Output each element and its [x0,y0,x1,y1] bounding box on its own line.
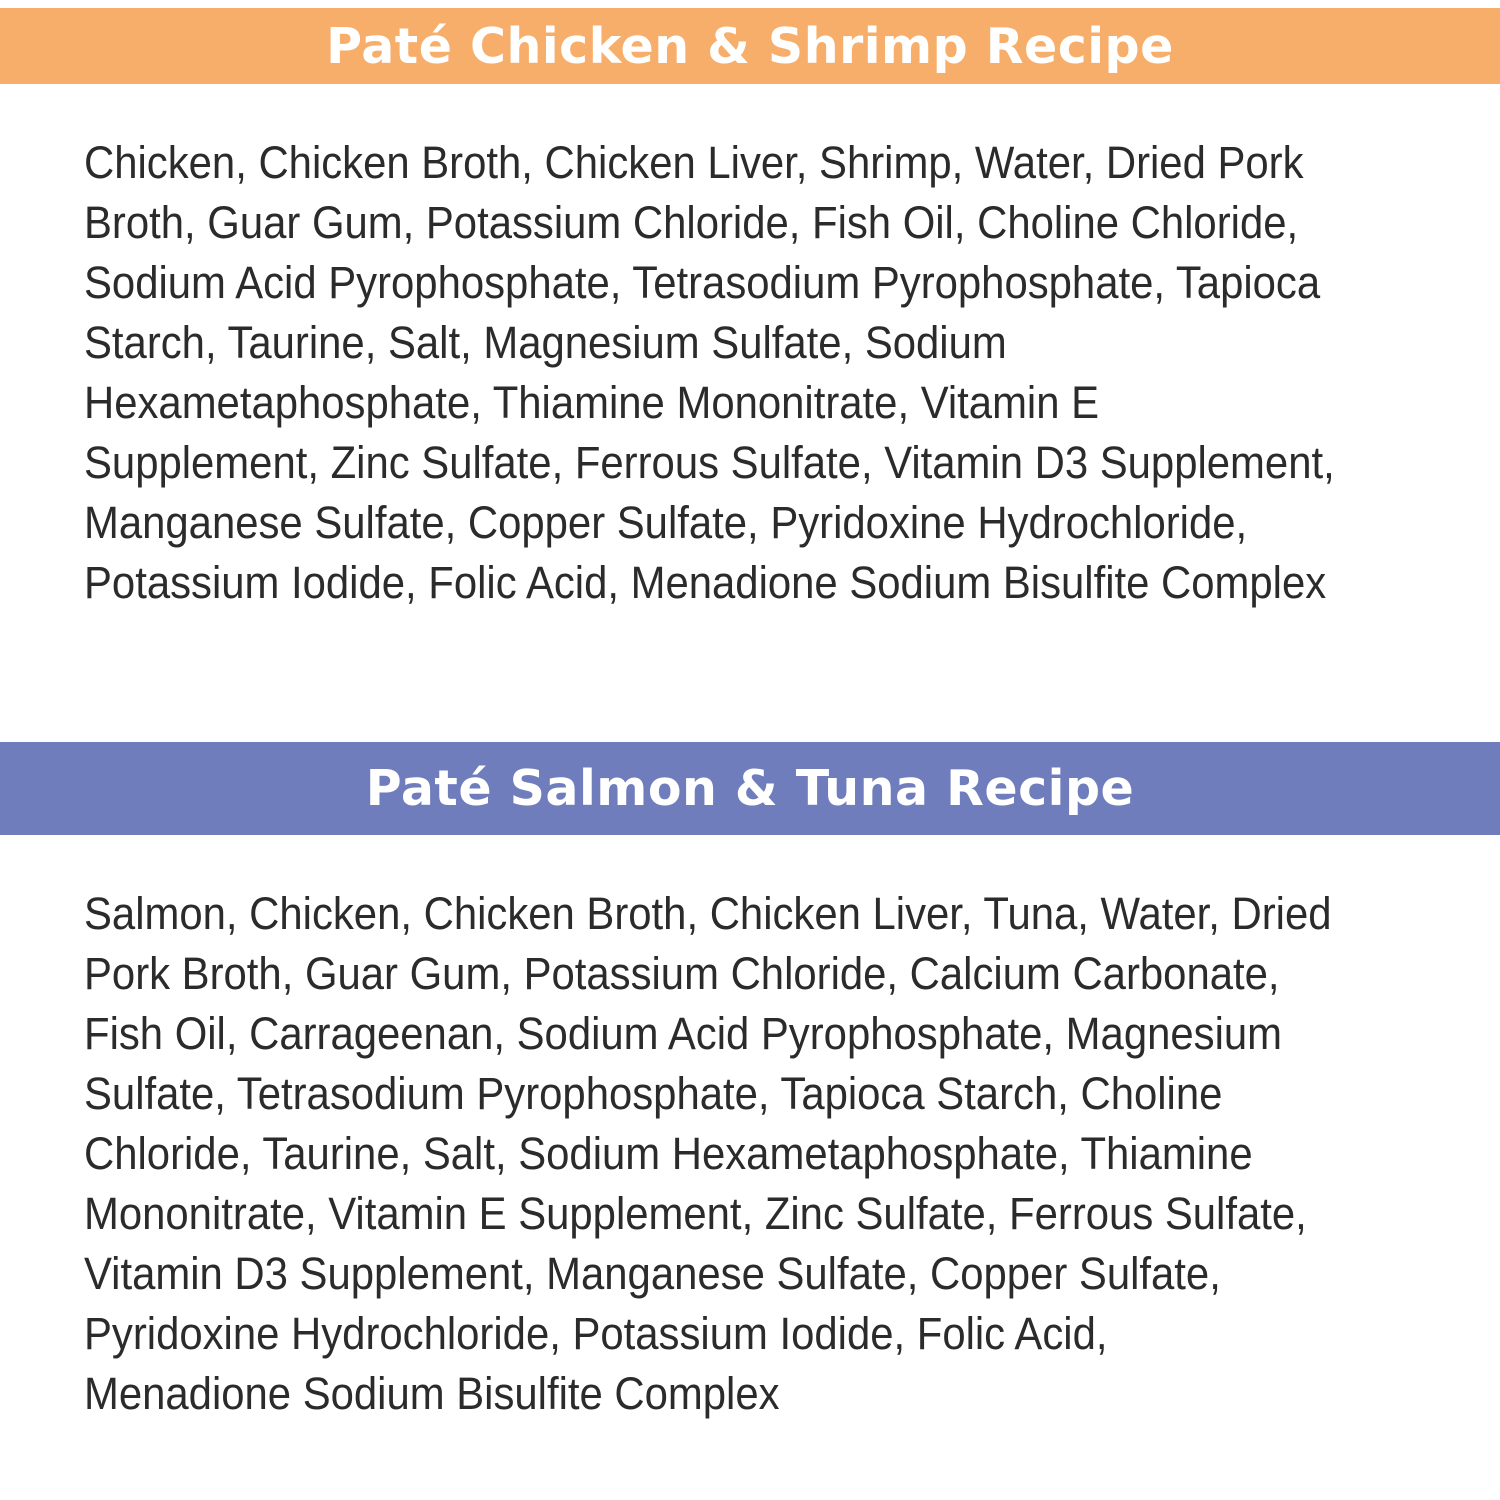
chicken-shrimp-ingredients: Chicken, Chicken Broth, Chicken Liver, Shrimp, Water, Dried Pork Broth, Guar Gum, Potassium Chloride, Fish Oil, Choline Chloride, Sodium Acid Pyrophosphate, Tetrasodium Pyrophosphate, Tapioca Starch, Taurine, Salt, Magnesium Sulfate, Sodium Hexametaphosphate, Thiamine Mononitrate, Vitamin E Supplement, Zinc Sulfate, Ferrous Sulfate, Vitamin D3 Supplement, Manganese Sulfate, Copper Sulfate, Pyridoxine Hydrochloride, Potassium Iodide, Folic Acid, Menadione Sodium Bisulfite Complex [84,137,1335,608]
salmon-tuna-ingredients: Salmon, Chicken, Chicken Broth, Chicken Liver, Tuna, Water, Dried Pork Broth, Guar Gum, Potassium Chloride, Calcium Carbonate, Fish Oil, Carrageenan, Sodium Acid Pyrophosphate, Magnesium Sulfate, Tetrasodium Pyrophosphate, Tapioca Starch, Choline Chloride, Taurine, Salt, Sodium Hexametaphosphate, Thiamine Mononitrate, Vitamin E Supplement, Zinc Sulfate, Ferrous Sulfate, Vitamin D3 Supplement, Manganese Sulfate, Copper Sulfate, Pyridoxine Hydrochloride, Potassium Iodide, Folic Acid, Menadione Sodium Bisulfite Complex [84,888,1332,1419]
chicken-shrimp-header: Paté Chicken & Shrimp Recipe [0,8,1500,84]
salmon-tuna-header: Paté Salmon & Tuna Recipe [0,742,1500,835]
